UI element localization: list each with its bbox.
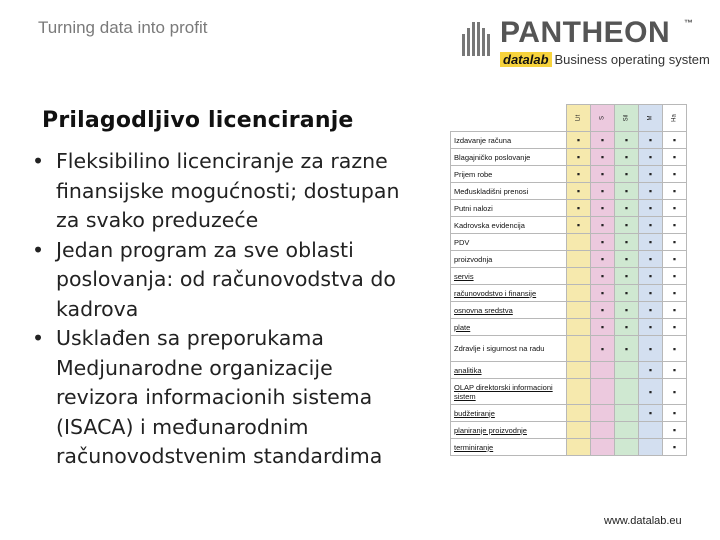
table-cell: ▪ <box>615 149 639 166</box>
table-cell: ▪ <box>663 217 687 234</box>
bullet-icon: • <box>32 237 45 262</box>
table-header-row <box>451 105 687 132</box>
row-label: Putni nalozi <box>451 200 567 217</box>
bullet-item <box>32 147 412 236</box>
table-cell: ▪ <box>663 132 687 149</box>
table-cell: ▪ <box>615 336 639 362</box>
table-cell <box>591 379 615 405</box>
table-row <box>451 336 687 362</box>
table-row <box>451 183 687 200</box>
row-label: proizvodnja <box>451 251 567 268</box>
table-cell: ▪ <box>615 251 639 268</box>
table-cell <box>567 362 591 379</box>
logo-subtitle <box>500 52 710 67</box>
slide-title: Prilagodljivo licenciranje <box>42 108 354 133</box>
table-corner <box>451 105 567 132</box>
column-header: Sil <box>615 105 639 132</box>
table-cell: ▪ <box>615 302 639 319</box>
table-cell: ▪ <box>615 234 639 251</box>
row-label: PDV <box>451 234 567 251</box>
table-cell: ▪ <box>639 319 663 336</box>
table-row <box>451 379 687 405</box>
table-cell <box>591 405 615 422</box>
table-cell <box>591 439 615 456</box>
row-label: OLAP direktorski informacioni sistem <box>451 379 567 405</box>
table-cell: ▪ <box>639 379 663 405</box>
table-row <box>451 217 687 234</box>
table-cell: ▪ <box>615 200 639 217</box>
table-cell: ▪ <box>663 183 687 200</box>
table-cell <box>567 379 591 405</box>
table-cell: ▪ <box>639 234 663 251</box>
table-cell: ▪ <box>663 362 687 379</box>
table-row <box>451 200 687 217</box>
table-cell: ▪ <box>663 422 687 439</box>
bullet-icon: • <box>32 149 45 173</box>
table-cell <box>567 302 591 319</box>
table-row <box>451 422 687 439</box>
table-cell: ▪ <box>639 268 663 285</box>
logo-bars-icon <box>462 20 492 56</box>
table-row <box>451 132 687 149</box>
table-row <box>451 268 687 285</box>
table-cell <box>567 405 591 422</box>
table-cell: ▪ <box>591 234 615 251</box>
table-cell: ▪ <box>591 285 615 302</box>
table-cell: ▪ <box>663 319 687 336</box>
table-cell: ▪ <box>615 132 639 149</box>
logo-trademark: ™ <box>684 18 693 28</box>
table-cell <box>567 439 591 456</box>
table-cell <box>567 268 591 285</box>
table-cell: ▪ <box>663 439 687 456</box>
license-table <box>450 104 687 456</box>
table-row <box>451 234 687 251</box>
table-cell: ▪ <box>591 166 615 183</box>
table-cell: ▪ <box>567 132 591 149</box>
table-cell: ▪ <box>591 149 615 166</box>
table-cell: ▪ <box>639 302 663 319</box>
table-cell: ▪ <box>615 319 639 336</box>
row-label: Prijem robe <box>451 166 567 183</box>
table-cell: ▪ <box>615 268 639 285</box>
row-label: računovodstvo i finansije <box>451 285 567 302</box>
table-cell <box>591 362 615 379</box>
logo-tagline: Business operating system <box>554 52 710 67</box>
table-cell: ▪ <box>639 362 663 379</box>
table-cell: ▪ <box>591 132 615 149</box>
column-header: S <box>591 105 615 132</box>
table-row <box>451 166 687 183</box>
bullet-text: Jedan program za sve oblasti poslovanja: od računovodstva do kadrova <box>56 237 396 321</box>
pantheon-logo <box>462 14 710 70</box>
row-label: plate <box>451 319 567 336</box>
table-cell: ▪ <box>591 336 615 362</box>
bullet-item <box>32 324 412 472</box>
footer-url: www.datalab.eu <box>604 515 682 527</box>
table-cell: ▪ <box>591 217 615 234</box>
table-cell: ▪ <box>639 200 663 217</box>
table-cell: ▪ <box>663 251 687 268</box>
table-row <box>451 405 687 422</box>
row-label: Zdravlje i sigurnost na radu <box>451 336 567 362</box>
table-cell: ▪ <box>615 183 639 200</box>
row-label: terminiranje <box>451 439 567 456</box>
table-cell: ▪ <box>567 217 591 234</box>
table-cell <box>567 336 591 362</box>
table-cell: ▪ <box>663 302 687 319</box>
table-row <box>451 149 687 166</box>
table-row <box>451 362 687 379</box>
table-cell: ▪ <box>567 200 591 217</box>
table-row <box>451 285 687 302</box>
table-cell <box>615 422 639 439</box>
table-row <box>451 439 687 456</box>
table-cell: ▪ <box>663 268 687 285</box>
table-cell: ▪ <box>663 285 687 302</box>
table-cell: ▪ <box>639 132 663 149</box>
table-cell: ▪ <box>639 285 663 302</box>
table-cell: ▪ <box>591 251 615 268</box>
column-header: M <box>639 105 663 132</box>
table-cell <box>567 422 591 439</box>
row-label: Međuskladišni prenosi <box>451 183 567 200</box>
table-cell <box>615 439 639 456</box>
table-cell: ▪ <box>615 217 639 234</box>
table-cell: ▪ <box>591 268 615 285</box>
row-label: Kadrovska evidencija <box>451 217 567 234</box>
bullet-icon: • <box>32 326 45 350</box>
table-cell: ▪ <box>663 200 687 217</box>
table-row <box>451 319 687 336</box>
table-body <box>451 132 687 456</box>
tagline: Turning data into profit <box>38 18 208 37</box>
table-cell: ▪ <box>639 336 663 362</box>
row-label: servis <box>451 268 567 285</box>
table-cell <box>639 439 663 456</box>
logo-brand: datalab <box>500 52 552 67</box>
column-header: Lit <box>567 105 591 132</box>
row-label: Blagajničko poslovanje <box>451 149 567 166</box>
table-cell: ▪ <box>615 166 639 183</box>
table-cell: ▪ <box>639 251 663 268</box>
table-cell <box>591 422 615 439</box>
bullet-text: Usklađen sa preporukama Medjunarodne organizacije revizora informacionih sistema (ISACA) i međunarodnim računovodstvenim standardima <box>56 326 383 468</box>
table-cell <box>615 379 639 405</box>
table-cell: ▪ <box>663 405 687 422</box>
table-cell: ▪ <box>591 302 615 319</box>
row-label: analitika <box>451 362 567 379</box>
table-cell <box>567 319 591 336</box>
table-cell: ▪ <box>615 285 639 302</box>
table-row <box>451 302 687 319</box>
table-cell: ▪ <box>663 234 687 251</box>
bullet-item <box>32 236 412 325</box>
table-cell <box>567 234 591 251</box>
table-cell <box>615 362 639 379</box>
table-row <box>451 251 687 268</box>
table-cell: ▪ <box>591 200 615 217</box>
table-cell: ▪ <box>663 166 687 183</box>
table-cell: ▪ <box>663 336 687 362</box>
table-cell: ▪ <box>567 166 591 183</box>
table-cell <box>615 405 639 422</box>
logo-word: PANTHEON <box>500 16 671 49</box>
table-cell <box>639 422 663 439</box>
table-cell: ▪ <box>663 149 687 166</box>
bullet-list <box>32 147 412 472</box>
row-label: Izdavanje računa <box>451 132 567 149</box>
table-cell: ▪ <box>663 379 687 405</box>
bullet-text: Fleksibilino licenciranje za razne finansijske mogućnosti; dostupan za svako preduzeće <box>56 149 400 232</box>
table-cell: ▪ <box>639 217 663 234</box>
table-cell <box>567 251 591 268</box>
column-header: Ha <box>663 105 687 132</box>
table-cell <box>567 285 591 302</box>
table-cell: ▪ <box>591 319 615 336</box>
table-cell: ▪ <box>567 149 591 166</box>
table-cell: ▪ <box>639 149 663 166</box>
table-cell: ▪ <box>591 183 615 200</box>
table-cell: ▪ <box>639 183 663 200</box>
table-cell: ▪ <box>567 183 591 200</box>
row-label: budžetiranje <box>451 405 567 422</box>
row-label: planiranje proizvodnje <box>451 422 567 439</box>
row-label: osnovna sredstva <box>451 302 567 319</box>
table-cell: ▪ <box>639 166 663 183</box>
table-cell: ▪ <box>639 405 663 422</box>
